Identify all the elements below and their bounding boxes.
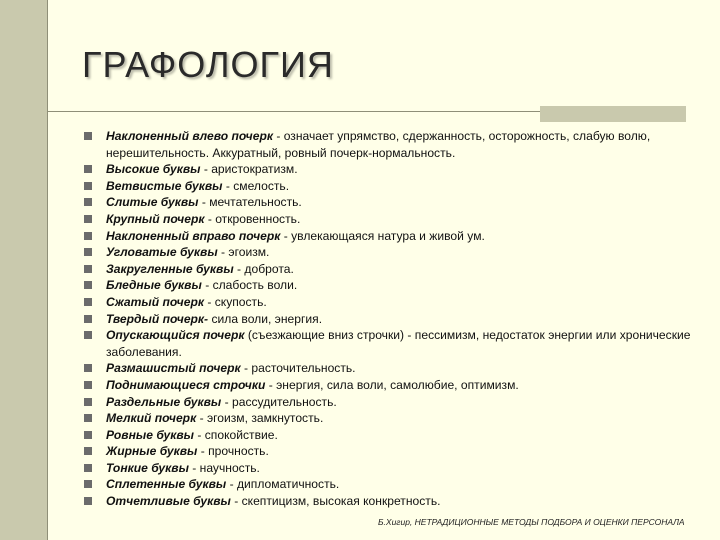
item-desc: - расточительность. bbox=[240, 361, 356, 376]
item-desc: - эгоизм. bbox=[217, 245, 270, 260]
item-term: Ветвистые буквы bbox=[106, 178, 223, 193]
list-item bbox=[84, 311, 704, 328]
title-underline bbox=[47, 111, 540, 112]
list-item bbox=[84, 427, 704, 444]
square-bullet-icon bbox=[84, 182, 92, 190]
item-term: Мелкий почерк bbox=[106, 411, 197, 426]
item-desc: - слабость воли. bbox=[201, 278, 298, 293]
item-term: Закругленные буквы bbox=[106, 261, 234, 276]
list-item bbox=[84, 493, 704, 510]
title-accent-block bbox=[540, 106, 686, 122]
list-item bbox=[84, 410, 704, 427]
list-item bbox=[84, 128, 704, 161]
square-bullet-icon bbox=[84, 298, 92, 306]
item-desc: - скупость. bbox=[203, 294, 267, 309]
left-decor-band bbox=[0, 0, 47, 540]
square-bullet-icon bbox=[84, 198, 92, 206]
source-citation: Б.Хигир, НЕТРАДИЦИОННЫЕ МЕТОДЫ ПОДБОРА И ОЦЕНКИ ПЕРСОНАЛА bbox=[378, 517, 685, 527]
list-item bbox=[84, 211, 704, 228]
list-item bbox=[84, 294, 704, 311]
list-item bbox=[84, 261, 704, 278]
square-bullet-icon bbox=[84, 165, 92, 173]
item-desc: - означает упрямство, сдержанность, осторожность, слабую волю, нерешительность. Аккуратный, ровный почерк-нормальность. bbox=[106, 129, 651, 160]
item-term: Жирные буквы bbox=[106, 444, 198, 459]
square-bullet-icon bbox=[84, 381, 92, 389]
item-desc: - прочность. bbox=[197, 444, 269, 459]
item-desc: - научность. bbox=[188, 460, 260, 475]
item-term: Сжатый почерк bbox=[106, 294, 204, 309]
item-desc: - энергия, сила воли, самолюбие, оптимизм. bbox=[265, 377, 519, 392]
item-desc: - эгоизм, замкнутость. bbox=[196, 411, 324, 426]
item-desc: сила воли, энергия. bbox=[208, 311, 323, 326]
item-term: Твердый почерк- bbox=[106, 311, 209, 326]
item-term: Поднимающиеся строчки bbox=[106, 377, 266, 392]
item-term: Высокие буквы bbox=[106, 162, 201, 177]
list-item bbox=[84, 360, 704, 377]
square-bullet-icon bbox=[84, 248, 92, 256]
list-item bbox=[84, 327, 704, 360]
square-bullet-icon bbox=[84, 431, 92, 439]
item-term: Сплетенные буквы bbox=[106, 477, 227, 492]
list-item bbox=[84, 394, 704, 411]
square-bullet-icon bbox=[84, 331, 92, 339]
item-desc: - аристократизм. bbox=[200, 162, 298, 177]
list-item bbox=[84, 377, 704, 394]
item-term: Наклоненный вправо почерк bbox=[106, 228, 281, 243]
item-term: Отчетливые буквы bbox=[106, 494, 231, 509]
list-item bbox=[84, 476, 704, 493]
square-bullet-icon bbox=[84, 281, 92, 289]
slide-title: ГРАФОЛОГИЯ bbox=[82, 44, 334, 85]
item-desc: - доброта. bbox=[233, 261, 294, 276]
item-desc: (съезжающие вниз строчки) - пессимизм, недостаток энергии или хронические заболевания. bbox=[106, 328, 691, 359]
item-desc: - откровенность. bbox=[204, 211, 301, 226]
square-bullet-icon bbox=[84, 414, 92, 422]
square-bullet-icon bbox=[84, 464, 92, 472]
item-term: Угловатые буквы bbox=[106, 245, 218, 260]
left-decor-line bbox=[47, 0, 48, 540]
list-item bbox=[84, 228, 704, 245]
list-item bbox=[84, 277, 704, 294]
item-term: Тонкие буквы bbox=[106, 460, 189, 475]
item-term: Бледные буквы bbox=[106, 278, 202, 293]
item-desc: - рассудительность. bbox=[221, 394, 337, 409]
item-term: Ровные буквы bbox=[106, 427, 194, 442]
square-bullet-icon bbox=[84, 232, 92, 240]
square-bullet-icon bbox=[84, 132, 92, 140]
item-term: Опускающийся почерк bbox=[106, 328, 245, 343]
square-bullet-icon bbox=[84, 315, 92, 323]
square-bullet-icon bbox=[84, 398, 92, 406]
item-term: Наклоненный влево почерк bbox=[106, 129, 273, 143]
list-item bbox=[84, 178, 704, 195]
item-term: Раздельные буквы bbox=[106, 394, 222, 409]
square-bullet-icon bbox=[84, 497, 92, 505]
item-desc: - дипломатичность. bbox=[226, 477, 340, 492]
item-desc: - скептицизм, высокая конкретность. bbox=[230, 494, 441, 509]
square-bullet-icon bbox=[84, 480, 92, 488]
trait-list bbox=[84, 128, 704, 510]
item-desc: - увлекающаяся натура и живой ум. bbox=[280, 228, 485, 243]
square-bullet-icon bbox=[84, 447, 92, 455]
square-bullet-icon bbox=[84, 265, 92, 273]
item-term: Слитые буквы bbox=[106, 195, 199, 210]
item-term: Крупный почерк bbox=[106, 211, 205, 226]
list-item bbox=[84, 194, 704, 211]
list-item bbox=[84, 460, 704, 477]
item-term: Размашистый почерк bbox=[106, 361, 241, 376]
item-desc: - смелость. bbox=[222, 178, 290, 193]
list-item bbox=[84, 244, 704, 261]
item-desc: - спокойствие. bbox=[194, 427, 278, 442]
item-desc: - мечтательность. bbox=[198, 195, 302, 210]
square-bullet-icon bbox=[84, 215, 92, 223]
list-item bbox=[84, 443, 704, 460]
square-bullet-icon bbox=[84, 364, 92, 372]
list-item bbox=[84, 161, 704, 178]
